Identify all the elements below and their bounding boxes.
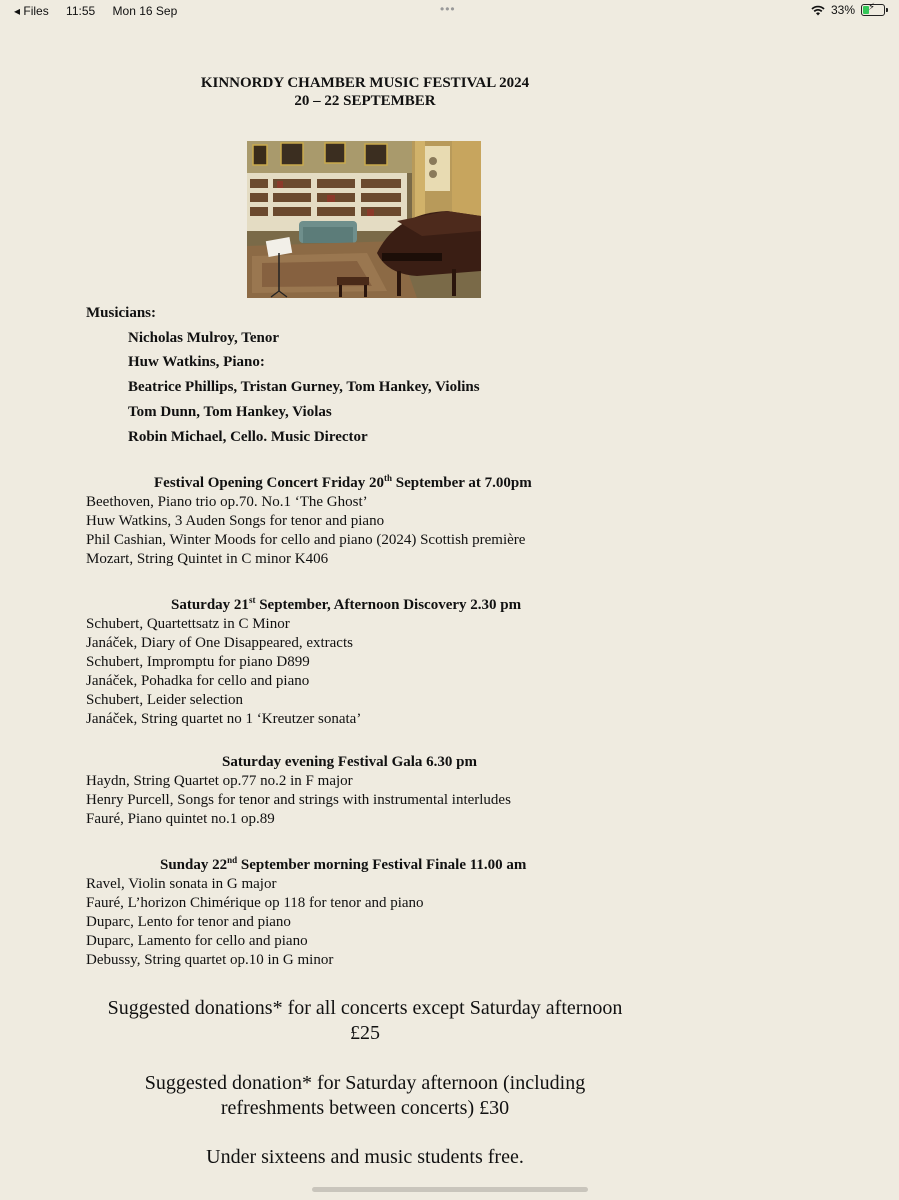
back-to-files-link[interactable]: ◂ Files bbox=[14, 4, 49, 18]
musician-item: Tom Dunn, Tom Hankey, Violas bbox=[128, 404, 332, 420]
programme-item: Duparc, Lento for tenor and piano bbox=[86, 914, 291, 930]
concert-heading-saturday-afternoon: Saturday 21st September, Afternoon Discovery 2.30 pm bbox=[171, 595, 522, 613]
wifi-icon bbox=[811, 5, 825, 16]
programme-item: Henry Purcell, Songs for tenor and strings with instrumental interludes bbox=[86, 792, 511, 808]
programme-item: Schubert, Impromptu for piano D899 bbox=[86, 654, 310, 670]
musician-item: Beatrice Phillips, Tristan Gurney, Tom Hankey, Violins bbox=[128, 379, 480, 395]
musician-item: Nicholas Mulroy, Tenor bbox=[128, 330, 279, 346]
festival-title: KINNORDY CHAMBER MUSIC FESTIVAL 2024 bbox=[200, 75, 530, 91]
donation-all-concerts: Suggested donations* for all concerts except Saturday afternoon bbox=[107, 997, 623, 1019]
home-indicator[interactable] bbox=[312, 1187, 588, 1192]
status-time: 11:55 bbox=[66, 4, 96, 18]
free-entry-note: Under sixteens and music students free. bbox=[206, 1146, 524, 1168]
programme-item: Haydn, String Quartet op.77 no.2 in F major bbox=[86, 773, 353, 789]
programme-item: Fauré, Piano quintet no.1 op.89 bbox=[86, 811, 275, 827]
programme-item: Fauré, L’horizon Chimérique op 118 for tenor and piano bbox=[86, 895, 424, 911]
programme-item: Beethoven, Piano trio op.70. No.1 ‘The Ghost’ bbox=[86, 494, 368, 510]
programme-item: Huw Watkins, 3 Auden Songs for tenor and piano bbox=[86, 513, 385, 529]
donation-saturday-afternoon-price: refreshments between concerts) £30 bbox=[220, 1097, 510, 1119]
musicians-heading: Musicians: bbox=[86, 305, 157, 321]
multitasking-dots-icon[interactable]: ••• bbox=[440, 2, 456, 16]
festival-dates: 20 – 22 SEPTEMBER bbox=[294, 93, 436, 109]
donation-all-concerts-price: £25 bbox=[350, 1022, 380, 1044]
programme-item: Janáček, Diary of One Disappeared, extracts bbox=[86, 635, 353, 651]
concert-heading-sunday: Sunday 22nd September morning Festival Finale 11.00 am bbox=[160, 855, 527, 873]
programme-item: Mozart, String Quintet in C minor K406 bbox=[86, 551, 329, 567]
library-music-room-photo bbox=[247, 141, 481, 298]
musician-item: Huw Watkins, Piano: bbox=[128, 354, 265, 370]
status-bar bbox=[0, 0, 899, 22]
programme-item: Schubert, Leider selection bbox=[86, 692, 244, 708]
concert-heading-saturday-evening: Saturday evening Festival Gala 6.30 pm bbox=[222, 754, 478, 770]
programme-item: Duparc, Lamento for cello and piano bbox=[86, 933, 308, 949]
programme-item: Debussy, String quartet op.10 in G minor bbox=[86, 952, 334, 968]
donation-saturday-afternoon: Suggested donation* for Saturday afternoon (including bbox=[144, 1072, 586, 1094]
concert-heading-friday: Festival Opening Concert Friday 20th September at 7.00pm bbox=[154, 473, 532, 491]
status-date: Mon 16 Sep bbox=[112, 4, 178, 18]
programme-item: Ravel, Violin sonata in G major bbox=[86, 876, 277, 892]
musician-item: Robin Michael, Cello. Music Director bbox=[128, 429, 368, 445]
battery-charging-icon: ⚡ bbox=[861, 4, 885, 16]
programme-item: Janáček, String quartet no 1 ‘Kreutzer sonata’ bbox=[86, 711, 362, 727]
programme-item: Schubert, Quartettsatz in C Minor bbox=[86, 616, 290, 632]
battery-percent: 33% bbox=[830, 3, 855, 17]
programme-item: Phil Cashian, Winter Moods for cello and piano (2024) Scottish première bbox=[86, 532, 526, 548]
programme-item: Janáček, Pohadka for cello and piano bbox=[86, 673, 310, 689]
